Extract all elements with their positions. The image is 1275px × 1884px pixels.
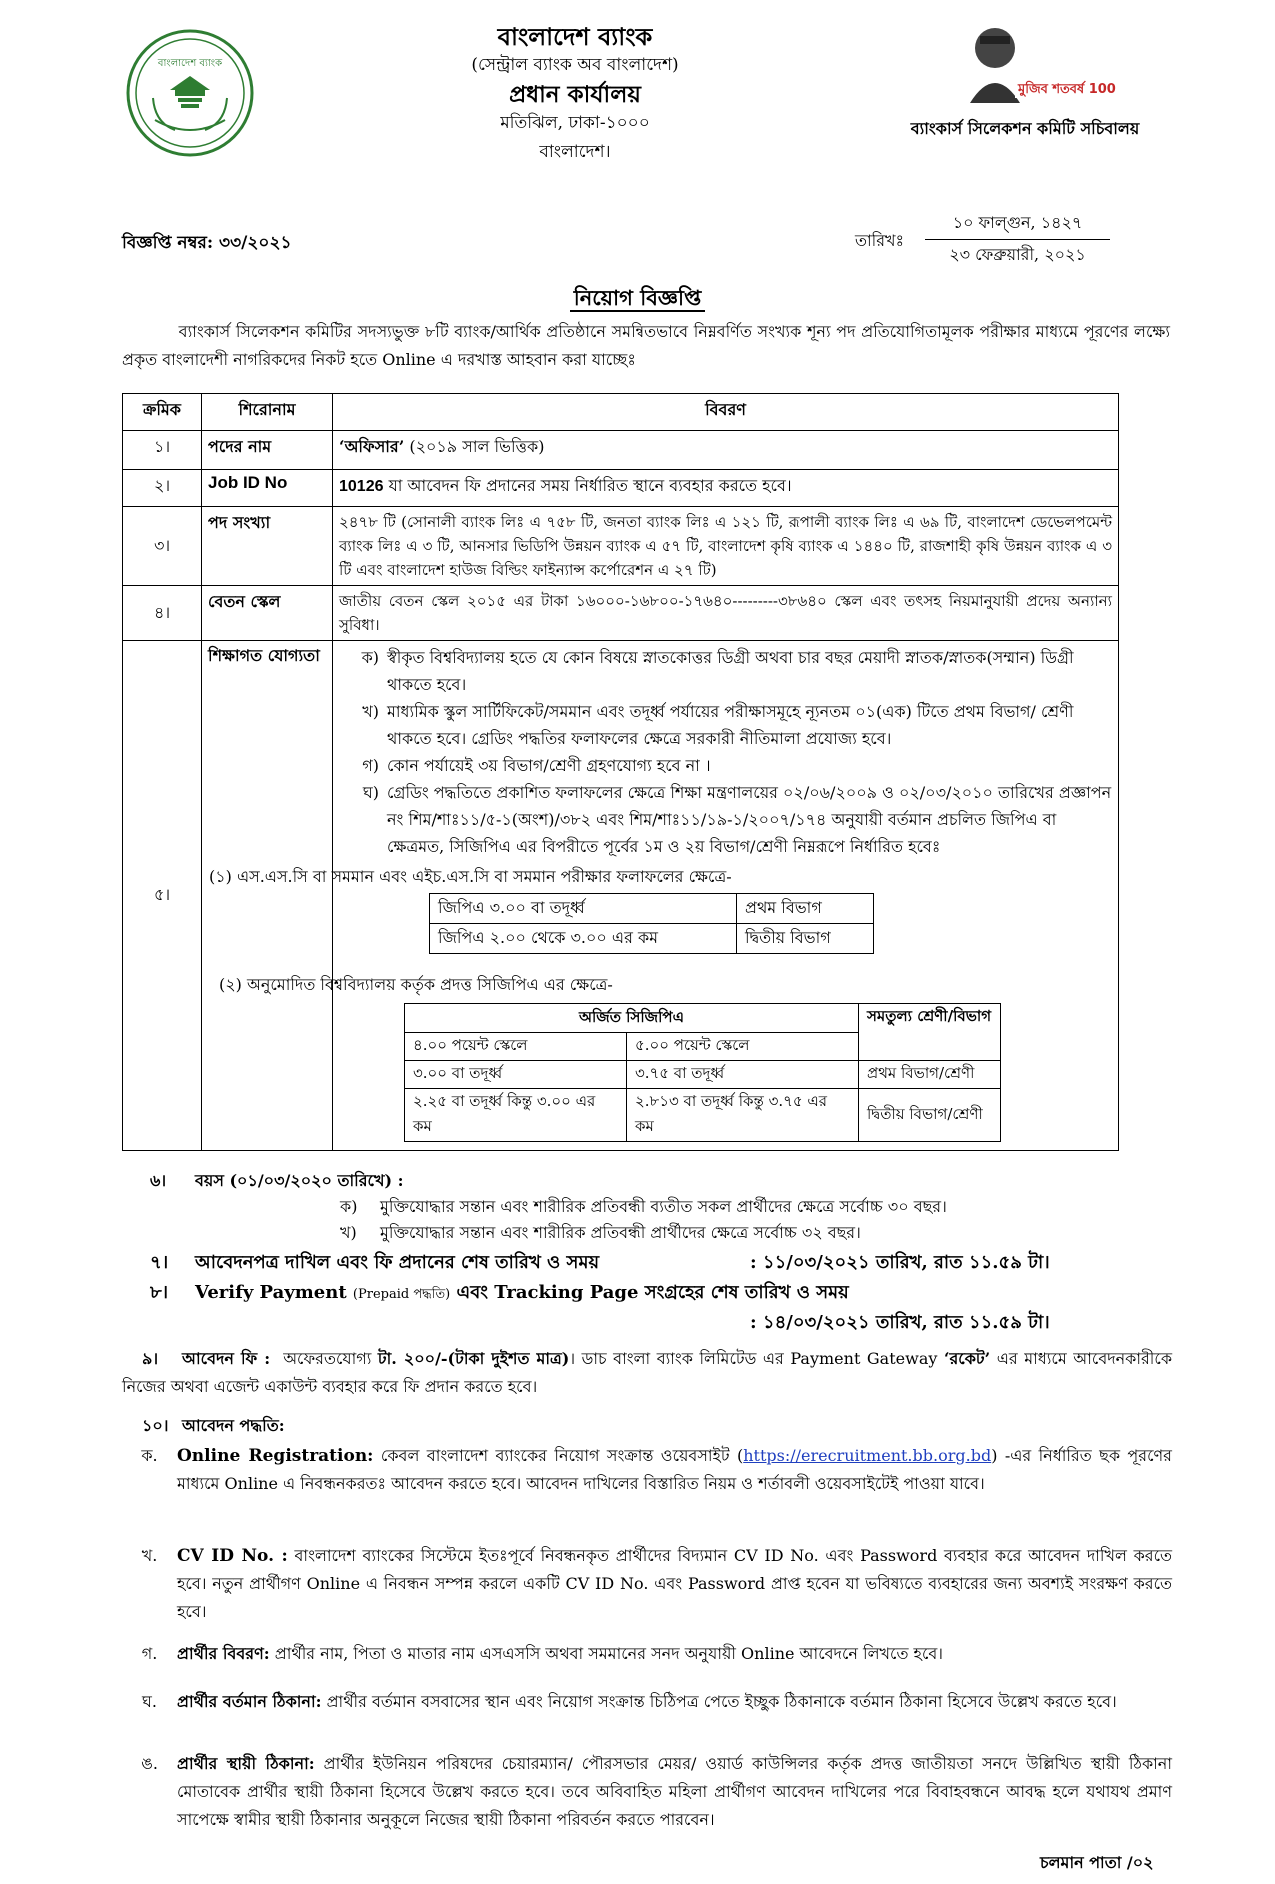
erecruitment-link[interactable]: https://erecruitment.bb.org.bd <box>743 1446 992 1465</box>
continued-label: চলমান পাতা /০২ <box>1040 1853 1154 1872</box>
cgpa-heading: (২) অনুমোদিত বিশ্ববিদ্যালয় কর্তৃক প্রদত্ত সিজিপিএ এর ক্ষেত্রে- <box>219 975 613 994</box>
list-item: ক) স্বীকৃত বিশ্ববিদ্যালয় হতে যে কোন বিষয়ে স্নাতকোত্তর ডিগ্রী অথবা চার বছর মেয়াদী স্নাতক/স্নাতক(সম্মান) ডিগ্রী থাকতে হবে। <box>361 648 1074 694</box>
qualification-list <box>339 644 1112 860</box>
row-number: ৩। <box>123 507 202 586</box>
mujib-centenary-logo-icon <box>960 18 1116 108</box>
cgpa-cell: ২.৮১৩ বা তদূর্ধ্ব কিন্তু ৩.৭৫ এর কম <box>627 1089 859 1142</box>
row-number: ৫। <box>123 641 202 1151</box>
verify-value: : ১৪/০৩/২০২১ তারিখ, রাত ১১.৫৯ টা। <box>750 1312 1050 1333</box>
deadline-section: ৭। আবেদনপত্র দাখিল এবং ফি প্রদানের শেষ তারিখ ও সময় : ১১/০৩/২০২১ তারিখ, রাত ১১.৫৯ টা। <box>150 1252 1050 1273</box>
method-item-registration: ক. Online Registration: কেবল বাংলাদেশ ব্যাংকের নিয়োগ সংক্রান্ত ওয়েবসাইট (https://erecruitment.bb.org.bd) -এর নির্ধারিত ছক পূরণের মাধ্যমে Online এ নিবন্ধনকরতঃ আবেদন করতে হবে। আবেদন দাখিলের বিস্তারিত নিয়ম ও শর্তাবলী ওয়েবসাইটেই পাওয়া যাবে। <box>141 1446 1172 1493</box>
fee-section: ৯। আবেদন ফি : অফেরতযোগ্য টা. ২০০/-(টাকা দুইশত মাত্র)। ডাচ বাংলা ব্যাংক লিমিটেড এর Payment Gateway ‘রকেট’ এর মাধ্যমে আবেদনকারীকে নিজের অথবা এজেন্ট একাউন্ট ব্যবহার করে ফি প্রদান করতে হবে। <box>122 1349 1173 1396</box>
method-item-present-address: ঘ. প্রার্থীর বর্তমান ঠিকানা: প্রার্থীর বর্তমান বসবাসের স্থান এবং নিয়োগ সংক্রান্ত চিঠিপত্র পেতে ইচ্ছুক ঠিকানাকে বর্তমান ঠিকানা হিসেবে উল্লেখ করতে হবে। <box>142 1692 1117 1711</box>
gpa-cell: জিপিএ ৩.০০ বা তদূর্ধ্ব <box>430 894 737 924</box>
method-item-cv-id: খ. CV ID No. : বাংলাদেশ ব্যাংকের সিস্টেমে ইতঃপূর্বে নিবন্ধনকৃত প্রার্থীদের বিদ্যমান CV ID No. এবং Password ব্যবহার করে আবেদন দাখিল করতে হবে। নতুন প্রার্থীগণ Online এ নিবন্ধন সম্পন্ন করলে একটি CV ID No. এবং Password প্রাপ্ত হবেন যা ভবিষ্যতে ব্যবহারের জন্য অবশ্যই সংরক্ষণ করতে হবে। <box>141 1546 1173 1621</box>
cgpa-earned-header: অর্জিত সিজিপিএ <box>405 1004 859 1033</box>
date-label: তারিখঃ <box>855 231 905 250</box>
row-value: ‘অফিসার’ (২০১৯ সাল ভিত্তিক) <box>333 431 1119 470</box>
cgpa-cell: ৩.০০ বা তদূর্ধ্ব <box>405 1061 627 1089</box>
method-item-details: গ. প্রার্থীর বিবরণ: প্রার্থীর নাম, পিতা ও মাতার নাম এসএসসি অথবা সমমানের সনদ অনুযায়ী Online আবেদনে লিখতে হবে। <box>141 1644 944 1663</box>
row-value: ২৪৭৮ টি (সোনালী ব্যাংক লিঃ এ ৭৫৮ টি, জনতা ব্যাংক লিঃ এ ১২১ টি, রূপালী ব্যাংক লিঃ এ ৬৯ টি, বাংলাদেশ ডেভেলপমেন্ট ব্যাংক লিঃ এ ৩ টি, আনসার ভিডিপি উন্নয়ন ব্যাংক এ ৫৭ টি, বাংলাদেশ কৃষি ব্যাংক এ ১৪৪০ টি, রাজশাহী কৃষি উন্নয়ন ব্যাংক এ ৩ টি এবং বাংলাদেশ হাউজ বিল্ডিং ফাইন্যান্স কর্পোরেশন এ ২৭ টি) <box>333 507 1119 586</box>
secretariat-label: ব্যাংকার্স সিলেকশন কমিটি সচিবালয় <box>910 119 1140 138</box>
address-line-1: মতিঝিল, ঢাকা-১০০০ <box>500 113 650 133</box>
table-row <box>405 1089 1001 1142</box>
logo-text: বাংলাদেশ ব্যাংক <box>157 58 223 69</box>
row-label: বেতন স্কেল <box>202 586 333 641</box>
office-title: প্রধান কার্যালয় <box>509 81 641 108</box>
division-cell: প্রথম বিভাগ/শ্রেণী <box>859 1061 1001 1089</box>
bangladesh-bank-logo-icon <box>125 28 255 158</box>
date-bangla: ১০ ফাল্গুন, ১৪২৭ <box>925 210 1110 240</box>
table-row <box>430 924 874 954</box>
table-row <box>123 507 1119 586</box>
bank-subtitle: (সেন্ট্রাল ব্যাংক অব বাংলাদেশ) <box>471 55 679 75</box>
method-section: ১০। আবেদন পদ্ধতি: <box>142 1416 285 1435</box>
row-label: Job ID No <box>202 470 333 507</box>
notice-number: বিজ্ঞপ্তি নম্বর: ৩৩/২০২১ <box>122 233 292 253</box>
row-label: পদ সংখ্যা <box>202 507 333 586</box>
row-label: শিক্ষাগত যোগ্যতা <box>202 641 333 1151</box>
scale-cell: ৪.০০ পয়েন্ট স্কেলে <box>405 1033 627 1061</box>
table-row <box>123 431 1119 470</box>
notice-title: নিয়োগ বিজ্ঞপ্তি <box>0 282 1275 317</box>
table-row <box>430 894 874 924</box>
cgpa-table <box>404 1003 1001 1142</box>
row-value: জাতীয় বেতন স্কেল ২০১৫ এর টাকা ১৬০০০-১৬৮০০-১৭৬৪০---------৩৮৬৪০ স্কেল এবং তৎসহ নিয়মানুযায়ী প্রদেয় অন্যান্য সুবিধা। <box>333 586 1119 641</box>
mujib-logo-text: মুজিব শতবর্ষ 100 <box>1018 82 1116 97</box>
division-cell: দ্বিতীয় বিভাগ/শ্রেণী <box>859 1089 1001 1142</box>
scale-cell: ৫.০০ পয়েন্ট স্কেলে <box>627 1033 859 1061</box>
bank-title: বাংলাদেশ ব্যাংক <box>497 22 653 51</box>
date-english: ২৩ ফেব্রুয়ারী, ২০২১ <box>949 245 1086 264</box>
list-item: খ) মাধ্যমিক স্কুল সার্টিফিকেট/সমমান এবং তদূর্ধ্ব পর্যায়ের পরীক্ষাসমূহে ন্যূনতম ০১(এক) টিতে প্রথম বিভাগ/ শ্রেণী থাকতে হবে। গ্রেডিং পদ্ধতির ফলাফলের ক্ষেত্রে সরকারী নীতিমালা প্রযোজ্য হবে। <box>362 702 1074 748</box>
verify-section: ৮। Verify Payment (Prepaid পদ্ধতি) এবং Tracking Page সংগ্রহের শেষ তারিখ ও সময় : ১৪/০৩/২০২১ তারিখ, রাত ১১.৫৯ টা। <box>150 1280 1170 1336</box>
table-row <box>123 470 1119 507</box>
row-number: ২। <box>123 470 202 507</box>
address-line-2: বাংলাদেশ। <box>539 142 611 162</box>
table-header-row <box>123 394 1119 431</box>
division-cell: দ্বিতীয় বিভাগ <box>737 924 874 954</box>
col-header-description: বিবরণ <box>333 394 1119 431</box>
table-row <box>123 586 1119 641</box>
row-value: 10126 যা আবেদন ফি প্রদানের সময় নির্ধারিত স্থানে ব্যবহার করতে হবে। <box>333 470 1119 507</box>
cgpa-cell: ৩.৭৫ বা তদূর্ধ্ব <box>627 1061 859 1089</box>
gpa-heading: (১) এস.এস.সি বা সমমান এবং এইচ.এস.সি বা সমমান পরীক্ষার ফলাফলের ক্ষেত্রে- <box>209 867 732 886</box>
gpa-cell: জিপিএ ২.০০ থেকে ৩.০০ এর কম <box>430 924 737 954</box>
col-header-title: শিরোনাম <box>202 394 333 431</box>
table-row <box>123 641 1119 1151</box>
header <box>400 22 750 167</box>
method-item-permanent-address: ঙ. প্রার্থীর স্থায়ী ঠিকানা: প্রার্থীর ইউনিয়ন পরিষদের চেয়ারম্যান/ পৌরসভার মেয়র/ ওয়ার্ড কাউন্সিলর কর্তৃক প্রদত্ত জাতীয়তা সনদে উল্লিখিত স্থায়ী ঠিকানা মোতাবেক প্রার্থীর স্থায়ী ঠিকানা হিসেবে উল্লেখ করতে হবে। তবে অবিবাহিত মহিলা প্রার্থীগণ আবেদন দাখিলের পরে বিবাহবন্ধনে আবদ্ধ হলে যথাযথ প্রমাণ সাপেক্ষে স্বামীর স্থায়ী ঠিকানার অনুকূলে নিজের স্থায়ী ঠিকানা পরিবর্তন করতে পারবেন। <box>141 1754 1173 1829</box>
age-section: ৬। বয়স (০১/০৩/২০২০ তারিখে) : ক) মুক্তিযোদ্ধার সন্তান এবং শারীরিক প্রতিবন্ধী ব্যতীত সকল প্রার্থীদের ক্ষেত্রে সর্বোচ্চ ৩০ বছর। খ) মুক্তিযোদ্ধার সন্তান এবং শারীরিক প্রতিবন্ধী প্রার্থীদের ক্ষেত্রে সর্বোচ্চ ৩২ বছর। <box>150 1171 947 1242</box>
row-label: পদের নাম <box>202 431 333 470</box>
division-cell: প্রথম বিভাগ <box>737 894 874 924</box>
job-details-table <box>122 393 1119 1151</box>
gpa-table <box>429 893 874 954</box>
table-row <box>405 1004 1001 1033</box>
table-row <box>405 1061 1001 1089</box>
list-item: গ) কোন পর্যায়েই ৩য় বিভাগ/শ্রেণী গ্রহণযোগ্য হবে না । <box>362 756 711 775</box>
cgpa-equivalent-header: সমতুল্য শ্রেণী/বিভাগ <box>859 1004 1001 1061</box>
cgpa-cell: ২.২৫ বা তদূর্ধ্ব কিন্তু ৩.০০ এর কম <box>405 1089 627 1142</box>
list-item: ঘ) গ্রেডিং পদ্ধতিতে প্রকাশিত ফলাফলের ক্ষেত্রে শিক্ষা মন্ত্রণালয়ের ০২/০৬/২০০৯ ও ০২/০৩/২০১০ তারিখের প্রজ্ঞাপন নং শিম/শাঃ১১/৫-১(অংশ)/৩৮২ এবং শিম/শাঃ১১/১৯-১/২০০৭/১৭৪ অনুযায়ী বর্তমান প্রচলিত জিপিএ বা ক্ষেত্রমত, সিজিপিএ এর বিপরীতে পূর্বের ১ম ও ২য় বিভাগ/শ্রেণী নিম্নরূপে নির্ধারিত হবেঃ <box>362 783 1112 856</box>
row-number: ৪। <box>123 586 202 641</box>
col-header-serial: ক্রমিক <box>123 394 202 431</box>
intro-paragraph: ব্যাংকার্স সিলেকশন কমিটির সদস্যভুক্ত ৮টি ব্যাংক/আর্থিক প্রতিষ্ঠানে সমন্বিতভাবে নিম্নবর্ণিত সংখ্যক শূন্য পদ প্রতিযোগিতামূলক পরীক্ষার মাধ্যমে পূরণের লক্ষ্যে প্রকৃত বাংলাদেশী নাগরিকদের নিকট হতে Online এ দরখাস্ত আহবান করা যাচ্ছেঃ <box>122 322 1171 369</box>
row-number: ১। <box>123 431 202 470</box>
